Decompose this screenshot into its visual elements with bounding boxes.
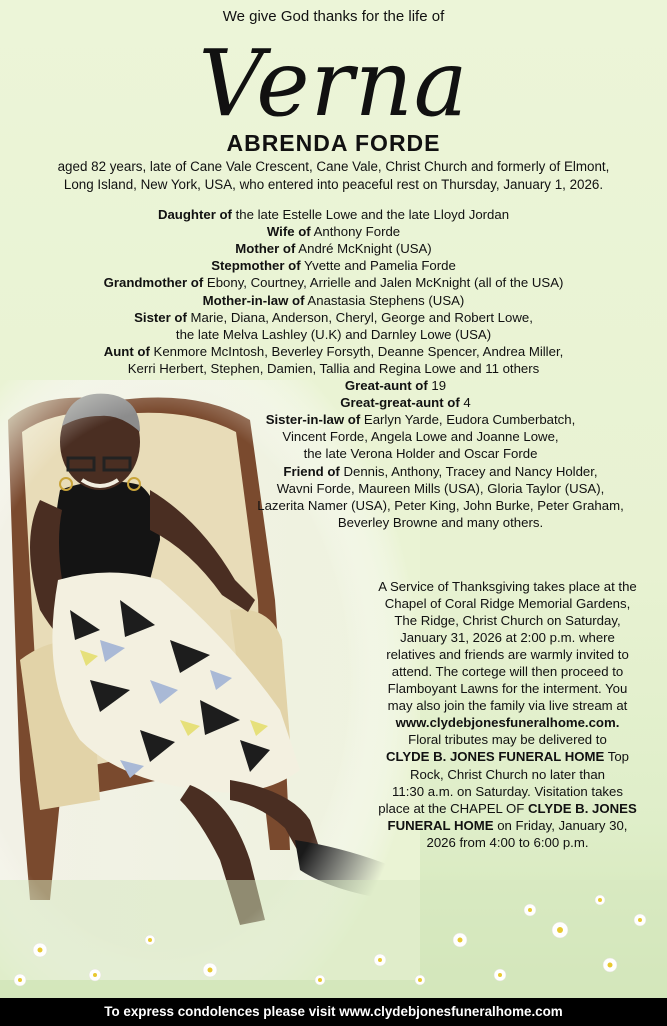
relation-names: 19 <box>427 378 447 393</box>
service-line <box>355 663 660 680</box>
relation-names: Wavni Forde, Maureen Mills (USA), Gloria Taylor (USA), <box>276 480 605 496</box>
service-line <box>355 714 660 731</box>
service-text: relatives and friends are warmly invited to <box>386 647 629 663</box>
family-line <box>0 309 667 326</box>
relation-label: Stepmother of <box>211 258 301 274</box>
relation-names: the late Verona Holder and Oscar Forde <box>303 446 538 462</box>
relation-names: Earlyn Yarde, Eudora Cumberbatch, <box>360 412 576 428</box>
relation-names: Ebony, Courtney, Arrielle and Jalen McKnight (all of the USA) <box>203 275 564 291</box>
service-emphasis: FUNERAL HOME <box>387 817 494 833</box>
service-text: Chapel of Coral Ridge Memorial Gardens, <box>384 596 631 612</box>
service-text: Rock, Christ Church no later than <box>410 766 605 782</box>
family-line <box>107 514 667 531</box>
summary-line: aged 82 years, late of Cane Vale Crescent, Cane Vale, Christ Church and formerly of Elmont, <box>57 159 610 174</box>
summary-paragraph <box>0 158 667 194</box>
relation-names: the late Estelle Lowe and the late Lloyd Jordan <box>231 207 510 222</box>
service-text: on Friday, January 30, <box>493 817 628 833</box>
family-line <box>87 428 667 445</box>
service-line <box>355 680 660 697</box>
service-text: Floral tributes may be delivered to <box>408 732 607 748</box>
family-line <box>107 480 667 497</box>
service-text: The Ridge, Christ Church on Saturday, <box>394 613 621 629</box>
family-line <box>0 206 667 223</box>
relation-names: 4 <box>459 395 471 411</box>
family-line <box>0 257 667 274</box>
service-line <box>355 595 660 612</box>
relation-names: Kenmore McIntosh, Beverley Forsyth, Deanne Spencer, Andrea Miller, <box>149 343 564 359</box>
summary-line: Long Island, New York, USA, who entered into peaceful rest on Thursday, January 1, 2026. <box>63 177 604 192</box>
family-line <box>0 240 667 257</box>
family-line <box>0 343 667 360</box>
relation-label: Mother of <box>235 241 296 257</box>
family-line <box>0 360 667 377</box>
service-emphasis: CLYDE B. JONES <box>528 800 637 816</box>
relation-label: Sister of <box>134 309 187 325</box>
family-line <box>107 497 667 514</box>
service-text: place at the CHAPEL OF <box>378 800 529 816</box>
service-text: 2026 from 4:00 to 6:00 p.m. <box>426 834 589 850</box>
family-line <box>0 274 667 291</box>
service-text: 11:30 a.m. on Saturday. Visitation takes <box>392 783 623 799</box>
family-line <box>0 326 667 343</box>
service-line <box>355 612 660 629</box>
relation-label: Wife of <box>266 224 311 240</box>
service-details <box>355 578 660 851</box>
service-line <box>355 731 660 748</box>
relation-names: Beverley Browne and many others. <box>337 514 544 530</box>
relation-names: Dennis, Anthony, Tracey and Nancy Holder, <box>339 463 598 479</box>
relation-label: Sister-in-law of <box>265 412 361 428</box>
service-text: A Service of Thanksgiving takes place at the <box>378 579 637 594</box>
service-line <box>355 697 660 714</box>
deceased-surname: ABRENDA FORDE <box>226 130 441 156</box>
service-emphasis: CLYDE B. JONES FUNERAL HOME <box>385 749 605 765</box>
relation-label: Mother-in-law of <box>202 292 305 308</box>
relation-label: Great-aunt of <box>344 378 428 393</box>
relation-names: the late Melva Lashley (U.K) and Darnley Lowe (USA) <box>175 326 492 342</box>
service-text: Flamboyant Lawns for the interment. You <box>387 681 628 697</box>
service-line <box>355 817 660 834</box>
deceased-first-name: Verna <box>198 30 469 137</box>
service-text: may also join the family via live stream at <box>387 698 628 714</box>
relation-names: Yvette and Pamelia Forde <box>300 258 456 274</box>
service-line <box>355 578 660 595</box>
service-line <box>355 800 660 817</box>
condolence-footer: To express condolences please visit www.clydebjonesfuneralhome.com <box>0 998 667 1026</box>
relation-names: Lazerita Namer (USA), Peter King, John Burke, Peter Graham, <box>257 497 624 513</box>
relation-label: Daughter of <box>157 207 232 222</box>
relation-names: Anthony Forde <box>310 224 401 240</box>
service-text: attend. The cortege will then proceed to <box>391 664 624 680</box>
relation-names: Vincent Forde, Angela Lowe and Joanne Lowe, <box>282 429 559 445</box>
relation-names: Anastasia Stephens (USA) <box>304 292 465 308</box>
service-line <box>355 646 660 663</box>
service-text: January 31, 2026 at 2:00 p.m. where <box>400 630 615 646</box>
relation-names: André McKnight (USA) <box>295 241 432 257</box>
family-line <box>0 223 667 240</box>
service-text: Top <box>604 749 630 765</box>
daisy-field-decoration <box>0 880 667 1000</box>
service-line <box>355 629 660 646</box>
service-emphasis: www.clydebjonesfuneralhome.com. <box>395 715 620 731</box>
service-line <box>355 748 660 765</box>
relation-names: Marie, Diana, Anderson, Cheryl, George and Robert Lowe, <box>186 309 533 325</box>
relation-names: Kerri Herbert, Stephen, Damien, Tallia and Regina Lowe and 11 others <box>127 360 540 376</box>
relation-label: Great-great-aunt of <box>340 395 460 411</box>
service-line <box>355 783 660 800</box>
relation-label: Grandmother of <box>103 275 204 291</box>
service-line <box>355 834 660 851</box>
relation-label: Aunt of <box>103 343 150 359</box>
family-line <box>107 463 667 480</box>
family-line <box>0 292 667 309</box>
family-line <box>87 445 667 462</box>
relation-label: Friend of <box>283 463 340 479</box>
family-line <box>87 411 667 428</box>
family-line <box>62 377 667 394</box>
service-line <box>355 766 660 783</box>
intro-line: We give God thanks for the life of <box>222 8 445 25</box>
family-line <box>72 394 667 411</box>
